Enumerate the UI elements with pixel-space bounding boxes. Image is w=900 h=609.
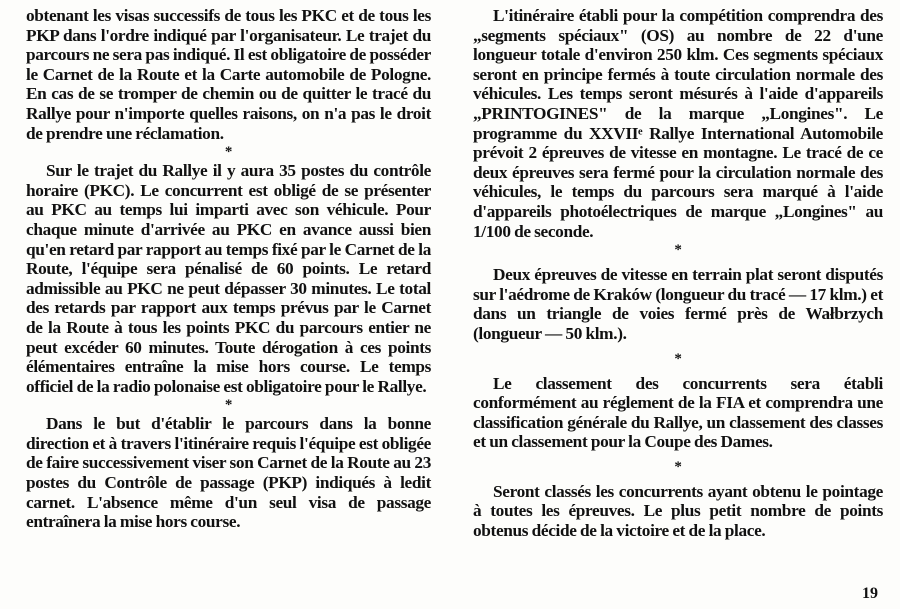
- right-paragraph-4: Seront classés les concurrents ayant obtenu le pointage à toutes les épreuves. Le plus petit nombre de points obtenus décide de la victoire et de la place.: [473, 481, 883, 541]
- right-paragraph-3: Le classement des concurrents sera établi conformément au réglement de la FIA et comprendra une classification générale du Rallye, un classement des classes et un classement pour la Coupe des Dames.: [473, 373, 883, 452]
- left-paragraph-2: Sur le trajet du Rallye il y aura 35 postes du contrôle horaire (PKC). Le concurrent est obligé de se présenter au PKC au temps lui imparti avec son véhicule. Pour chaque minute d'arrivée au PKC en avance aussi bien qu'en retard par rapport au temps fixé par le Carnet de la Route, l'équipe sera pénalisé de 60 points. Le retard admissible au PKC ne peut dépasser 30 minutes. Le total des retards par rapport aux temps prévus par le Carnet de la Route à tous les points PKC du parcours entier ne peut excéder 60 minutes. Toute dérogation à ces points élémentaires entraîne la mise hors course. Le temps officiel de la radio polonaise est obligatoire pour le Rallye.: [26, 161, 431, 396]
- left-paragraph-1: obtenant les visas successifs de tous les PKC et de tous les PKP dans l'ordre indiqué par l'organisateur. Le trajet du parcours ne sera pas indiqué. Il est obligatoire de posséder le Carnet de la Route et la Carte automobile de Pologne. En cas de se tromper de chemin ou de quitter le tracé du Rallye pour n'importe quelles raisons, on n'a pas le droit de prendre une réclamation.: [26, 6, 431, 143]
- asterisk-separator: *: [674, 458, 682, 475]
- left-paragraph-3: Dans le but d'établir le parcours dans la bonne direction et à travers l'itinéraire requis l'équipe est obligée de faire successivement viser son Carnet de la Route au 23 postes du Contrôle de passage (PKP) indiqués à ledit carnet. L'absence même d'un seul visa de passage entraînera la mise hors course.: [26, 414, 431, 532]
- page-number: 19: [862, 585, 878, 602]
- asterisk-separator: *: [224, 397, 233, 414]
- right-paragraph-2: Deux épreuves de vitesse en terrain plat seront disputés sur l'aédrome de Kraków (longueur du tracé — 17 klm.) et dans un triangle de voies fermé près de Wałbrzych (longueur — 50 klm.).: [473, 265, 883, 343]
- asterisk-separator: *: [674, 242, 682, 259]
- right-column: [473, 6, 883, 541]
- left-column: [26, 6, 431, 532]
- asterisk-separator: *: [224, 144, 233, 161]
- right-paragraph-1: L'itinéraire établi pour la compétition comprendra des „segments spéciaux" (OS) au nombre de 22 d'une longueur totale d'environ 250 klm. Ces segments spéciaux seront en principe fermés à toute circulation normale des véhicules. Les temps seront mésurés à l'aide d'appareils „PRINTOGINES" de la marque „Longines". Le programme du XXVIIᵉ Rallye International Automobile prévoit 2 épreuves de vitesse en montagne. Le tracé de ce deux épreuves sera fermé pour la circulation normale des véhicules, le temps du parcours sera marqué à l'aide d'appareils photoélectriques de marque „Longines" au 1/100 de seconde.: [473, 6, 883, 241]
- asterisk-separator: *: [674, 350, 682, 367]
